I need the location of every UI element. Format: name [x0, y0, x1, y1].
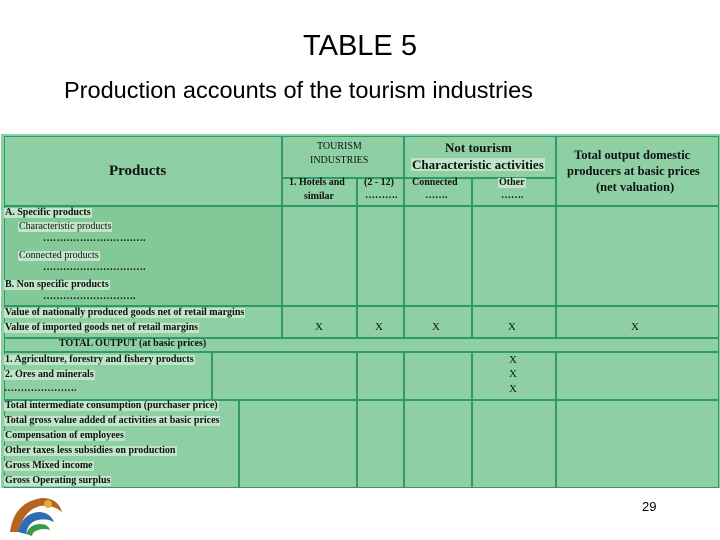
- row-intermediate-consumption: Total intermediate consumption (purchaser price): [5, 400, 218, 411]
- x-mark: X: [315, 321, 323, 333]
- row-non-specific-dots: ……………………….: [43, 291, 136, 302]
- row-characteristic-products: Characteristic products: [19, 221, 112, 232]
- body-cell: [556, 352, 719, 400]
- total-output-label-1: Total output domestic: [574, 148, 691, 162]
- body-cell: [357, 352, 404, 400]
- row-connected-dots: ………………………….: [43, 262, 146, 273]
- row-other-taxes: Other taxes less subsidies on production: [5, 445, 176, 456]
- row-ores-dots: ………………….: [4, 383, 77, 394]
- slide-subtitle: Production accounts of the tourism industries: [64, 77, 533, 103]
- row-characteristic-dots: ………………………….: [43, 233, 146, 244]
- row-operating-surplus: Gross Operating surplus: [5, 475, 111, 486]
- total-output-label-3: (net valuation): [596, 180, 675, 194]
- body-cell: [472, 206, 556, 306]
- body-cell: [556, 400, 719, 488]
- row-agriculture: 1. Agriculture, forestry and fishery products: [5, 354, 194, 365]
- body-cell: [472, 400, 556, 488]
- page-number: 29: [642, 499, 657, 514]
- row-connected-products: Connected products: [19, 250, 99, 261]
- tourism-industries-label-1: TOURISM: [317, 141, 362, 152]
- x-mark: X: [631, 321, 639, 333]
- not-tourism-label-1: Not tourism: [445, 140, 512, 155]
- x-mark: X: [375, 321, 383, 333]
- x-mark: X: [509, 354, 517, 366]
- row-total-output: TOTAL OUTPUT (at basic prices): [59, 338, 207, 349]
- hotels-column-label-1: 1. Hotels and: [289, 177, 345, 188]
- other-column-dots: …….: [501, 190, 524, 201]
- total-output-label-2: producers at basic prices: [567, 164, 700, 178]
- production-accounts-table: [1, 134, 720, 488]
- body-cell: [404, 206, 472, 306]
- row-compensation: Compensation of employees: [5, 430, 124, 441]
- connected-column-label: Connected: [412, 177, 458, 188]
- row-mixed-income: Gross Mixed income: [5, 460, 93, 471]
- row-non-specific-products: B. Non specific products: [5, 279, 109, 290]
- body-cell: [282, 206, 357, 306]
- range-column-label: (2 - 12): [364, 177, 394, 188]
- body-cell: [357, 206, 404, 306]
- connected-column-dots: …….: [425, 190, 448, 201]
- range-column-dots: ……….: [365, 190, 398, 201]
- hotels-column-label-2: similar: [304, 191, 334, 202]
- x-mark: X: [509, 368, 517, 380]
- row-value-imported: Value of imported goods net of retail margins: [5, 322, 199, 333]
- not-tourism-label-2: Characteristic activities: [412, 157, 544, 172]
- body-cell: [212, 352, 357, 400]
- x-mark: X: [432, 321, 440, 333]
- logo-icon: [4, 492, 64, 538]
- slide-title: TABLE 5: [303, 30, 417, 62]
- body-cell: [556, 206, 719, 306]
- products-heading: Products: [109, 163, 167, 179]
- x-mark: X: [508, 321, 516, 333]
- body-cell: [404, 400, 472, 488]
- x-mark: X: [509, 383, 517, 395]
- row-specific-products: A. Specific products: [5, 207, 91, 218]
- body-cell: [357, 400, 404, 488]
- body-cell: [239, 400, 357, 488]
- tourism-industries-label-2: INDUSTRIES: [310, 155, 369, 166]
- body-cell: [404, 352, 472, 400]
- row-gross-value-added: Total gross value added of activities at basic prices: [5, 415, 220, 426]
- row-value-national: Value of nationally produced goods net of retail margins: [5, 307, 245, 318]
- other-column-label: Other: [499, 177, 525, 188]
- row-ores: 2. Ores and minerals: [5, 369, 94, 380]
